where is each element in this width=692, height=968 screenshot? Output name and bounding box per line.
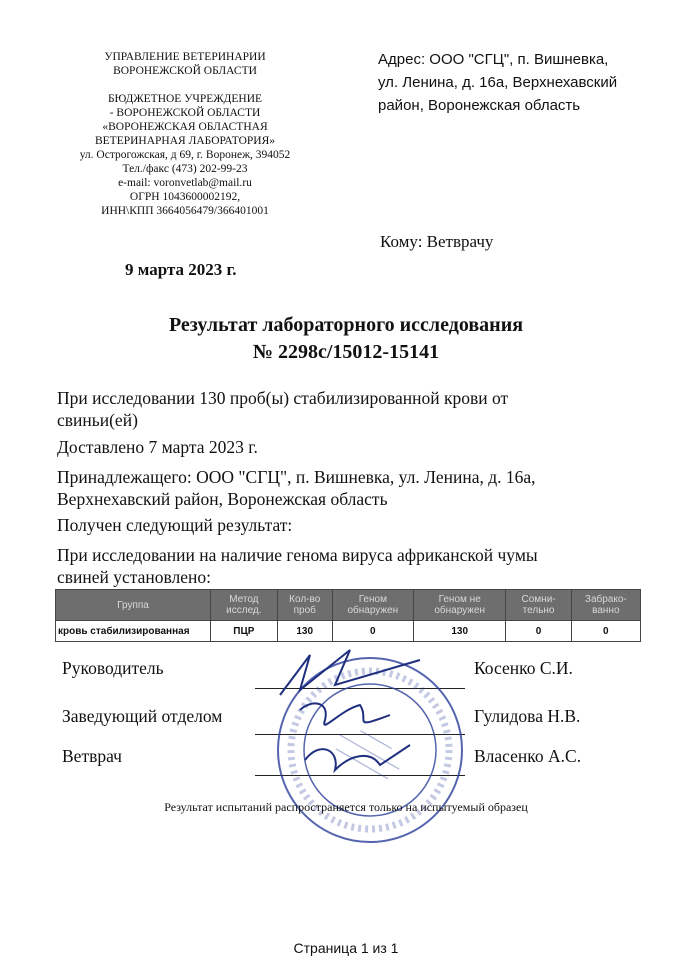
cell: 0 [506, 621, 571, 642]
col-header: Геном обнаружен [332, 590, 413, 621]
org-line: «ВОРОНЕЖСКАЯ ОБЛАСТНАЯ [102, 121, 268, 133]
org-line: ВЕТЕРИНАРНАЯ ЛАБОРАТОРИЯ» [94, 135, 276, 147]
cell: 130 [277, 621, 332, 642]
org-line: УПРАВЛЕНИЕ ВЕТЕРИНАРИИ [104, 51, 266, 63]
document-date: 9 марта 2023 г. [125, 260, 237, 279]
org-line: БЮДЖЕТНОЕ УЧРЕЖДЕНИЕ [107, 93, 263, 105]
signature-role: Ветврач [62, 746, 122, 766]
cell: ПЦР [211, 621, 278, 642]
col-header: Сомни-тельно [506, 590, 571, 621]
org-line: Тел./факс (473) 202-99-23 [122, 163, 248, 175]
signature-name: Косенко С.И. [474, 658, 573, 678]
text-line: При исследовании 130 проб(ы) стабилизированной крови от [57, 388, 509, 408]
col-header: Забрако-ванно [571, 590, 640, 621]
result-number: № 2298с/15012-15141 [252, 341, 440, 363]
test-description [57, 544, 657, 588]
address-line: ул. Ленина, д. 16а, Верхнехавский [378, 74, 618, 91]
text-line: свиньи(ей) [57, 410, 138, 430]
title-line: Результат лабораторного исследования [168, 314, 524, 336]
sample-description [57, 387, 657, 431]
org-line: ВОРОНЕЖСКОЙ ОБЛАСТИ [113, 65, 257, 77]
table-header-row [56, 590, 641, 621]
org-line: ул. Острогожская, д 69, г. Воронеж, 394052 [79, 149, 291, 161]
org-line: - ВОРОНЕЖСКОЙ ОБЛАСТИ [109, 107, 261, 119]
results-table [55, 589, 641, 642]
cell: 0 [571, 621, 640, 642]
org-line: ОГРН 1043600002192, [129, 191, 241, 203]
delivery-date: Доставлено 7 марта 2023 г. [57, 437, 258, 457]
text-line: свиней установлено: [57, 567, 212, 587]
handwritten-signatures [280, 650, 420, 770]
document-title [0, 312, 692, 366]
text-line: При исследовании на наличие генома вируса африканской чумы [57, 545, 538, 565]
signature-name: Гулидова Н.В. [474, 706, 581, 726]
org-line: ИНН\КПП 3664056479/366401001 [101, 205, 269, 217]
cell: 130 [413, 621, 506, 642]
address-line: район, Воронежская область [378, 97, 581, 114]
cell: 0 [332, 621, 413, 642]
stamp-and-signatures [240, 640, 500, 860]
text-line: Принадлежащего: ООО "СГЦ", п. Вишневка, ул. Ленина, д. 16а, [57, 467, 536, 487]
recipient: Кому: Ветврачу [380, 232, 494, 251]
table-row [56, 621, 641, 642]
signature-role: Заведующий отделом [62, 706, 223, 726]
organization-header [40, 50, 330, 218]
result-intro: Получен следующий результат: [57, 515, 293, 535]
owner-info [57, 466, 657, 510]
cell: кровь стабилизированная [56, 621, 211, 642]
signature-role: Руководитель [62, 658, 164, 678]
col-header: Группа [56, 590, 211, 621]
footer-note: Результат испытаний распространяется только на испытуемый образец [164, 800, 528, 814]
address-block [378, 48, 678, 117]
org-line: e-mail: voronvetlab@mail.ru [118, 177, 252, 189]
address-line: Адрес: ООО "СГЦ", п. Вишневка, [378, 51, 609, 68]
col-header: Геном не обнаружен [413, 590, 506, 621]
signature-name: Власенко А.С. [474, 746, 582, 766]
col-header: Кол-во проб [277, 590, 332, 621]
page-number: Страница 1 из 1 [293, 940, 399, 956]
text-line: Верхнехавский район, Воронежская область [57, 489, 388, 509]
col-header: Метод исслед. [211, 590, 278, 621]
